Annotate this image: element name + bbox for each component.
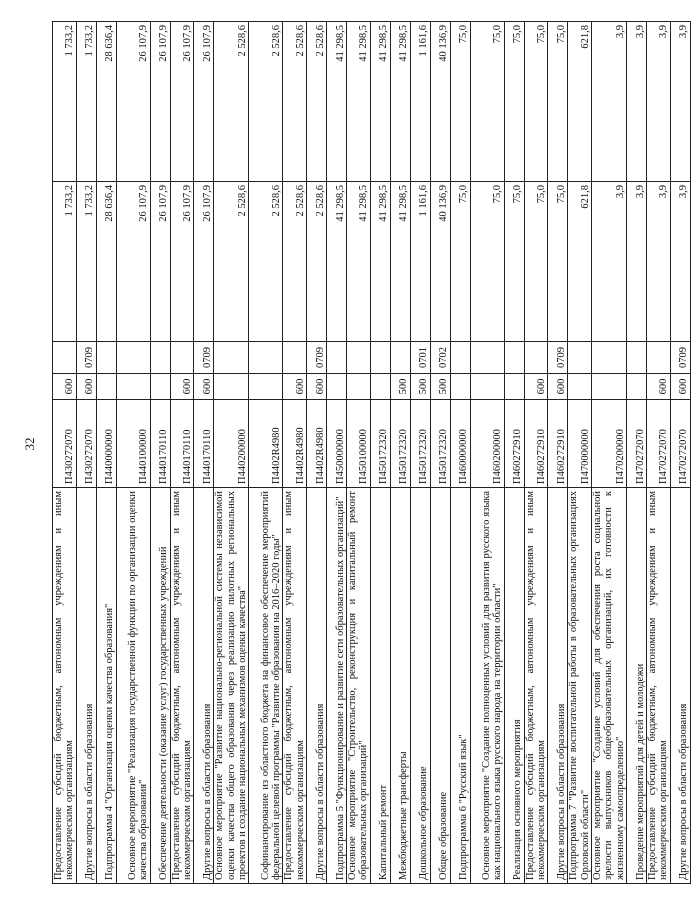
table-row [306,22,326,884]
row-sum2-cell: 75,0 [470,22,504,182]
row-sum1-cell: 3,9 [626,182,646,342]
row-sum2-cell: 26 107,9 [116,22,150,182]
row-sum2-cell: 1 161,6 [410,22,430,182]
row-rz-cell [96,342,116,374]
row-vr-cell [150,374,170,400]
row-vr-cell: 600 [524,374,548,400]
row-code-cell: П460200000 [470,400,504,488]
row-vr-cell [96,374,116,400]
table-row [470,22,504,884]
table-row [410,22,430,884]
row-vr-cell [450,374,470,400]
row-code-cell: П450172320 [410,400,430,488]
row-sum2-cell: 28 636,4 [96,22,116,182]
row-vr-cell: 600 [646,374,670,400]
row-sum2-cell: 3,9 [591,22,626,182]
row-sum1-cell: 2 528,6 [306,182,326,342]
row-rz-cell: 0702 [430,342,450,374]
row-name-cell: Межбюджетные трансферты [390,488,410,884]
row-code-cell: П470272070 [626,400,646,488]
row-name-cell: Предоставление субсидий бюджетным, автономным учреждениям и иным некоммерческим организациям [646,488,670,884]
row-sum1-cell: 1 733,2 [53,182,77,342]
row-name-cell: Другие вопросы в области образования [306,488,326,884]
row-name-cell: Основное мероприятие "Создание полноценных условий для развития русского языка как национального языка русского народа на территории области" [470,488,504,884]
row-sum2-cell: 26 107,9 [170,22,194,182]
row-code-cell: П4402R4980 [283,400,307,488]
row-name-cell: Основное мероприятие "Развитие национально-региональной системы независимой оценки качества общего образования через реализацию пилотных региональных проектов и создание национальных механизмов оценки качества" [214,488,249,884]
table-row [326,22,346,884]
row-name-cell: Предоставление субсидий бюджетным, автономным учреждениям и иным некоммерческим организациям [524,488,548,884]
table-row [96,22,116,884]
row-sum2-cell: 75,0 [504,22,524,182]
row-sum1-cell: 26 107,9 [194,182,214,342]
row-vr-cell [116,374,150,400]
row-rz-cell: 0709 [670,342,690,374]
row-name-cell: Капитальный ремонт [370,488,390,884]
row-code-cell: П470272070 [670,400,690,488]
row-vr-cell: 600 [306,374,326,400]
row-code-cell: П450000000 [326,400,346,488]
row-sum1-cell: 26 107,9 [170,182,194,342]
row-name-cell: Софинансирование из областного бюджета на финансовое обеспечение мероприятий федеральной целевой программы "Развитие образования на 2016–2020 годы" [249,488,283,884]
row-code-cell: П450172320 [390,400,410,488]
row-sum1-cell: 26 107,9 [116,182,150,342]
row-sum1-cell: 621,8 [568,182,592,342]
row-rz-cell [370,342,390,374]
row-rz-cell [53,342,77,374]
table-row [430,22,450,884]
row-sum2-cell: 26 107,9 [194,22,214,182]
row-vr-cell [370,374,390,400]
table-row [194,22,214,884]
row-sum2-cell: 75,0 [548,22,568,182]
rotated-content [52,22,690,884]
table-row [150,22,170,884]
row-rz-cell [390,342,410,374]
row-code-cell: П440170110 [170,400,194,488]
row-vr-cell [470,374,504,400]
row-sum1-cell: 1 733,2 [76,182,96,342]
row-sum2-cell: 41 298,5 [370,22,390,182]
row-name-cell: Основное мероприятие "Создание условий для обеспечения роста социальной зрелости выпускников общеобразовательных организаций, их готовности к жизненному самоопределению" [591,488,626,884]
row-rz-cell [504,342,524,374]
row-rz-cell: 0709 [306,342,326,374]
row-rz-cell [591,342,626,374]
row-rz-cell [116,342,150,374]
table-row [214,22,249,884]
row-vr-cell [504,374,524,400]
row-vr-cell: 600 [76,374,96,400]
row-sum2-cell: 41 298,5 [326,22,346,182]
row-name-cell: Обеспечение деятельности (оказание услуг) государственных учреждений [150,488,170,884]
row-name-cell: Предоставление субсидий бюджетным, автономным учреждениям и иным некоммерческим организациям [53,488,77,884]
row-rz-cell [249,342,283,374]
table-row [524,22,548,884]
row-vr-cell [568,374,592,400]
table-row [670,22,690,884]
row-name-cell: Подпрограмма 7 "Развитие воспитательной работы в образовательных организациях Орловской области" [568,488,592,884]
row-sum1-cell: 2 528,6 [249,182,283,342]
row-rz-cell [568,342,592,374]
row-sum1-cell: 3,9 [646,182,670,342]
row-sum2-cell: 2 528,6 [283,22,307,182]
row-code-cell: П470200000 [591,400,626,488]
row-sum2-cell: 1 733,2 [53,22,77,182]
row-vr-cell [346,374,370,400]
table-row [116,22,150,884]
row-code-cell: П460272910 [504,400,524,488]
row-vr-cell: 600 [170,374,194,400]
row-code-cell: П460272910 [524,400,548,488]
row-code-cell: П450172320 [370,400,390,488]
row-name-cell: Основное мероприятие "Строительство, реконструкция и капитальный ремонт образовательных организаций" [346,488,370,884]
row-name-cell: Другие вопросы в области образования [194,488,214,884]
budget-table-body [53,22,691,884]
row-sum2-cell: 75,0 [450,22,470,182]
row-code-cell: П450100000 [346,400,370,488]
table-row [390,22,410,884]
row-sum1-cell: 75,0 [450,182,470,342]
table-row [249,22,283,884]
row-name-cell: Общее образование [430,488,450,884]
row-rz-cell: 0709 [76,342,96,374]
row-rz-cell: 0709 [194,342,214,374]
row-name-cell: Подпрограмма 5 "Функционирование и развитие сети образовательных организаций" [326,488,346,884]
row-vr-cell: 500 [430,374,450,400]
row-sum2-cell: 2 528,6 [306,22,326,182]
row-sum2-cell: 3,9 [670,22,690,182]
row-rz-cell [214,342,249,374]
row-sum2-cell: 41 298,5 [346,22,370,182]
row-code-cell: П460272910 [548,400,568,488]
row-code-cell: П4402R4980 [306,400,326,488]
row-code-cell: П440100000 [116,400,150,488]
row-name-cell: Дошкольное образование [410,488,430,884]
table-row [504,22,524,884]
row-code-cell: П440170110 [150,400,170,488]
row-vr-cell: 600 [53,374,77,400]
row-name-cell: Предоставление субсидий бюджетным, автономным учреждениям и иным некоммерческим организациям [170,488,194,884]
row-vr-cell: 600 [283,374,307,400]
row-sum2-cell: 40 136,9 [430,22,450,182]
row-code-cell: П470272070 [646,400,670,488]
table-row [450,22,470,884]
row-name-cell: Другие вопросы в области образования [548,488,568,884]
table-row [646,22,670,884]
row-vr-cell [326,374,346,400]
row-rz-cell [150,342,170,374]
row-code-cell: П450172320 [430,400,450,488]
row-sum1-cell: 41 298,5 [326,182,346,342]
row-sum1-cell: 3,9 [591,182,626,342]
row-vr-cell [249,374,283,400]
row-rz-cell [170,342,194,374]
row-vr-cell [214,374,249,400]
table-row [346,22,370,884]
row-name-cell: Другие вопросы в области образования [76,488,96,884]
row-sum2-cell: 2 528,6 [249,22,283,182]
row-vr-cell: 500 [390,374,410,400]
row-sum1-cell: 75,0 [504,182,524,342]
table-row [76,22,96,884]
row-vr-cell: 600 [670,374,690,400]
row-code-cell: П470000000 [568,400,592,488]
row-sum2-cell: 41 298,5 [390,22,410,182]
row-sum2-cell: 26 107,9 [150,22,170,182]
row-sum2-cell: 621,8 [568,22,592,182]
row-code-cell: П4402R4980 [249,400,283,488]
table-row [283,22,307,884]
row-sum2-cell: 3,9 [646,22,670,182]
row-rz-cell [470,342,504,374]
rotated-page [52,22,690,884]
row-sum1-cell: 2 528,6 [214,182,249,342]
row-rz-cell: 0709 [548,342,568,374]
row-sum1-cell: 26 107,9 [150,182,170,342]
row-sum1-cell: 41 298,5 [346,182,370,342]
table-row [53,22,77,884]
row-code-cell: П440170110 [194,400,214,488]
row-sum1-cell: 40 136,9 [430,182,450,342]
row-rz-cell [283,342,307,374]
table-row [170,22,194,884]
row-code-cell: П430272070 [76,400,96,488]
row-sum2-cell: 2 528,6 [214,22,249,182]
row-rz-cell [626,342,646,374]
row-sum2-cell: 1 733,2 [76,22,96,182]
table-row [370,22,390,884]
row-sum1-cell: 3,9 [670,182,690,342]
row-name-cell: Другие вопросы в области образования [670,488,690,884]
table-row [591,22,626,884]
row-vr-cell: 600 [194,374,214,400]
row-sum1-cell: 41 298,5 [370,182,390,342]
row-sum1-cell: 75,0 [470,182,504,342]
table-row [568,22,592,884]
row-code-cell: П440200000 [214,400,249,488]
row-sum1-cell: 1 161,6 [410,182,430,342]
table-row [548,22,568,884]
row-sum2-cell: 3,9 [626,22,646,182]
row-vr-cell [591,374,626,400]
row-code-cell: П430272070 [53,400,77,488]
row-name-cell: Проведение мероприятий для детей и молодежи [626,488,646,884]
row-sum1-cell: 2 528,6 [283,182,307,342]
row-name-cell: Подпрограмма 6 "Русский язык" [450,488,470,884]
row-sum1-cell: 75,0 [524,182,548,342]
row-rz-cell [450,342,470,374]
budget-table [52,21,691,884]
row-name-cell: Основное мероприятие "Реализация государственной функции по организации оценки качества образования" [116,488,150,884]
row-code-cell: П460000000 [450,400,470,488]
row-vr-cell: 600 [548,374,568,400]
row-sum1-cell: 75,0 [548,182,568,342]
row-rz-cell [326,342,346,374]
page-number: 32 [22,437,37,451]
row-vr-cell [626,374,646,400]
row-sum2-cell: 75,0 [524,22,548,182]
row-sum1-cell: 28 636,4 [96,182,116,342]
row-rz-cell [646,342,670,374]
row-vr-cell: 500 [410,374,430,400]
row-code-cell: П440000000 [96,400,116,488]
row-rz-cell: 0701 [410,342,430,374]
row-rz-cell [346,342,370,374]
row-sum1-cell: 41 298,5 [390,182,410,342]
table-row [626,22,646,884]
row-rz-cell [524,342,548,374]
row-name-cell: Реализация основного мероприятия [504,488,524,884]
row-name-cell: Подпрограмма 4 "Организация оценки качества образования" [96,488,116,884]
row-name-cell: Предоставление субсидий бюджетным, автономным учреждениям и иным некоммерческим организациям [283,488,307,884]
